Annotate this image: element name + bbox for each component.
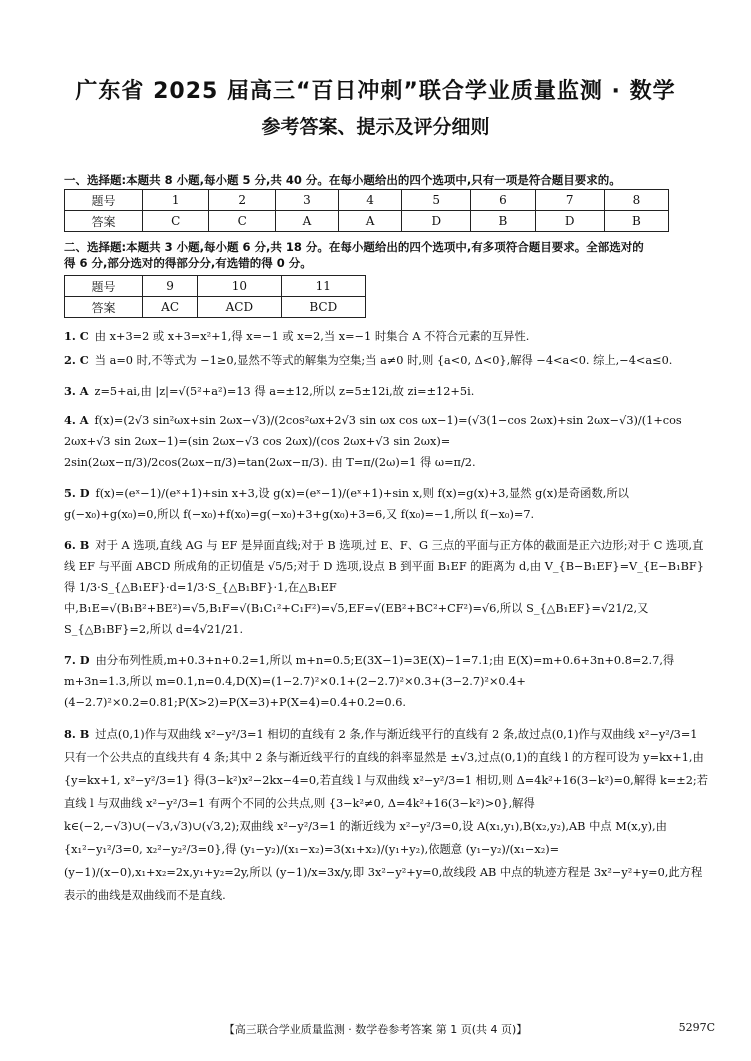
row-label: 题号	[65, 190, 143, 211]
solution-lead: 6. B	[64, 538, 90, 552]
answer-cell: A	[275, 211, 338, 232]
solution-text: f(x)=(eˣ−1)/(eˣ+1)+sin x+3,设 g(x)=(eˣ−1)/(eˣ+1)+sin x,则 f(x)=g(x)+3,显然 g(x)是奇函数,所以 g(−x₀)+g(x₀)=0,所以 f(−x₀)+f(x₀)=g(−x₀)+3+g(x₀)+3=6,又 f(x₀)=−1,所以 f(−x₀)=7.	[64, 487, 629, 521]
page-footer: 【高三联合学业质量监测 · 数学卷参考答案 第 1 页(共 4 页)】	[223, 1023, 528, 1036]
section1-heading: 一、选择题:本题共 8 小题,每小题 5 分,共 40 分。在每小题给出的四个选项中,只有一项是符合题目要求的。	[64, 173, 621, 187]
page-title: 广东省 2025 届高三“百日冲刺”联合学业质量监测 · 数学	[75, 79, 676, 104]
solution-lead: 1. C	[64, 329, 89, 343]
answer-cell: AC	[143, 297, 198, 318]
solution-item	[64, 350, 708, 371]
solution-text: 由分布列性质,m+0.3+n+0.2=1,所以 m+n=0.5;E(3X−1)=3E(X)−1=7.1;由 E(X)=m+0.6+3n+0.8=2.7,得 m+3n=1.3,所以 m=0.1,n=0.4,D(X)=(1−2.7)²×0.1+(2−2.7)²×0.3+(3−2.7)²×0.4+(4−2.7)²×0.2=0.81;P(X>2)=P(X=3)+P(X=4)=0.4+0.2=0.6.	[64, 654, 675, 709]
question-number: 10	[198, 276, 281, 297]
section1-answer-table	[64, 189, 669, 232]
table-row	[65, 297, 366, 318]
question-number: 1	[143, 190, 209, 211]
row-label: 题号	[65, 276, 143, 297]
answer-cell: BCD	[281, 297, 365, 318]
answer-cell: B	[471, 211, 535, 232]
solution-item	[64, 723, 708, 907]
row-label: 答案	[65, 297, 143, 318]
section2-heading	[64, 239, 704, 271]
question-number: 2	[209, 190, 275, 211]
table-row	[65, 211, 669, 232]
solution-lead: 7. D	[64, 653, 90, 667]
solution-item	[64, 410, 708, 473]
solution-text: f(x)=(2√3 sin²ωx+sin 2ωx−√3)/(2cos²ωx+2√3 sin ωx cos ωx−1)=(√3(1−cos 2ωx)+sin 2ωx−√3)/(1+cos 2ωx+√3 sin 2ωx−1)=(sin 2ωx−√3 cos 2ωx)/(cos 2ωx+√3 sin 2ωx)= 2sin(2ωx−π/3)/2cos(2ωx−π/3)=tan(2ωx−π/3). 由 T=π/(2ω)=1 得 ω=π/2.	[64, 414, 682, 469]
question-number: 8	[604, 190, 668, 211]
question-number: 5	[402, 190, 471, 211]
question-number: 7	[535, 190, 604, 211]
solution-item	[64, 381, 708, 402]
question-number: 11	[281, 276, 365, 297]
answer-cell: C	[209, 211, 275, 232]
section2-answer-table	[64, 275, 366, 318]
section2-heading-line1: 二、选择题:本题共 3 小题,每小题 6 分,共 18 分。在每小题给出的四个选项中,有多项符合题目要求。全部选对的	[64, 240, 644, 254]
solution-text: 对于 A 选项,直线 AG 与 EF 是异面直线;对于 B 选项,过 E、F、G 三点的平面与正方体的截面是正六边形;对于 C 选项,直线 EF 与平面 ABCD 所成角的正切值是 √5/5;对于 D 选项,设点 B 到平面 B₁EF 的距离为 d,由 V_{B−B₁EF}=V_{E−B₁BF} 得 1/3·S_{△B₁EF}·d=1/3·S_{△B₁BF}·1,在△B₁EF 中,B₁E=√(B₁B²+BE²)=√5,B₁F=√(B₁C₁²+C₁F²)=√5,EF=√(EB²+BC²+CF²)=√6,所以 S_{△B₁EF}=√21/2,又 S_{△B₁BF}=2,所以 d=4√21/21.	[64, 539, 704, 636]
table-row	[65, 276, 366, 297]
solution-lead: 2. C	[64, 353, 89, 367]
question-number: 6	[471, 190, 535, 211]
solution-lead: 3. A	[64, 384, 89, 398]
solution-lead: 8. B	[64, 727, 90, 741]
answer-cell: D	[402, 211, 471, 232]
solution-item	[64, 483, 708, 525]
solution-item	[64, 326, 708, 347]
solution-text: z=5+ai,由 |z|=√(5²+a²)=13 得 a=±12,所以 z=5±12i,故 zi=±12+5i.	[94, 385, 475, 398]
answer-cell: A	[339, 211, 402, 232]
answer-cell: C	[143, 211, 209, 232]
solutions-list	[64, 326, 708, 907]
solution-text: 过点(0,1)作与双曲线 x²−y²/3=1 相切的直线有 2 条,作与渐近线平行的直线有 2 条,故过点(0,1)作与双曲线 x²−y²/3=1 只有一个公共点的直线共有 4 条;其中 2 条与渐近线平行的直线的斜率显然是 ±√3,过点(0,1)的直线 l 的方程可设为 y=kx+1,由 {y=kx+1, x²−y²/3=1} 得(3−k²)x²−2kx−4=0,若直线 l 与双曲线 x²−y²/3=1 相切,则 Δ=4k²+16(3−k²)=0,解得 k=±2;若直线 l 与双曲线 x²−y²/3=1 有两个不同的公共点,则 {3−k²≠0, Δ=4k²+16(3−k²)>0},解得 k∈(−2,−√3)∪(−√3,√3)∪(√3,2);双曲线 x²−y²/3=1 的渐近线为 x²−y²/3=0,设 A(x₁,y₁),B(x₂,y₂),AB 中点 M(x,y),由 {x₁²−y₁²/3=0, x₂²−y₂²/3=0},得 (y₁−y₂)/(x₁−x₂)=3(x₁+x₂)/(y₁+y₂),依题意 (y₁−y₂)/(x₁−x₂)=(y−1)/(x−0),x₁+x₂=2x,y₁+y₂=2y,所以 (y−1)/x=3x/y,即 3x²−y²+y=0,故线段 AB 中点的轨迹方程是 3x²−y²+y=0,此方程表示的曲线是双曲线而不是直线.	[64, 728, 709, 902]
question-number: 9	[143, 276, 198, 297]
section2-heading-line2: 得 6 分,部分选对的得部分分,有选错的得 0 分。	[64, 256, 312, 270]
page-subtitle: 参考答案、提示及评分细则	[261, 116, 490, 138]
paper-code: 5297C	[678, 1021, 715, 1034]
solution-item	[64, 650, 708, 713]
question-number: 4	[339, 190, 402, 211]
answer-cell: ACD	[198, 297, 281, 318]
solution-lead: 4. A	[64, 413, 89, 427]
row-label: 答案	[65, 211, 143, 232]
question-number: 3	[275, 190, 338, 211]
answer-cell: D	[535, 211, 604, 232]
solution-lead: 5. D	[64, 486, 90, 500]
solution-text: 当 a=0 时,不等式为 −1≥0,显然不等式的解集为空集;当 a≠0 时,则 {a<0, Δ<0},解得 −4<a<0. 综上,−4<a≤0.	[94, 354, 673, 367]
table-row	[65, 190, 669, 211]
answer-cell: B	[604, 211, 668, 232]
solution-text: 由 x+3=2 或 x+3=x²+1,得 x=−1 或 x=2,当 x=−1 时集合 A 不符合元素的互异性.	[94, 330, 530, 343]
solution-item	[64, 535, 708, 640]
